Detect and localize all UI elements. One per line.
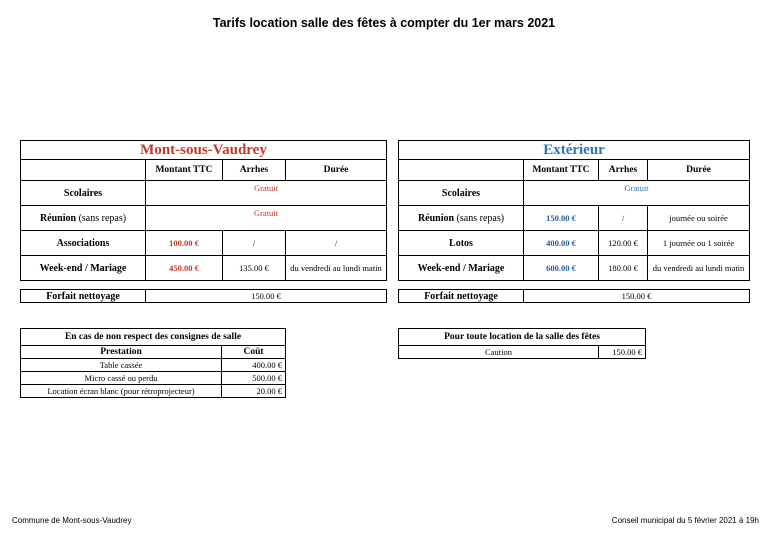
ext-weekend-duree: du vendredi au lundi matin — [648, 256, 750, 281]
penalty-cost: 400.00 € — [222, 359, 286, 372]
penalty-item: Location écran blanc (pour rétroprojecteur) — [21, 385, 222, 398]
local-forfait-label: Forfait nettoyage — [21, 290, 146, 303]
ext-row-label-weekend: Week-end / Mariage — [399, 256, 524, 281]
ext-forfait-label: Forfait nettoyage — [399, 290, 524, 303]
ext-weekend-montant: 600.00 € — [524, 256, 599, 281]
penalty-cost: 20.00 € — [222, 385, 286, 398]
ext-reunion-label-rest: (sans repas) — [456, 212, 505, 224]
footer-left: Commune de Mont-sous-Vaudrey — [12, 516, 132, 525]
local-tariff-table — [20, 140, 387, 281]
header-montant: Montant TTC — [146, 160, 223, 181]
ext-forfait-table — [398, 289, 750, 303]
ext-row-label-scolaires: Scolaires — [399, 181, 524, 206]
penalty-item: Table cassée — [21, 359, 222, 372]
ext-weekend-arrhes: 180.00 € — [599, 256, 648, 281]
page-title: Tarifs location salle des fêtes à compter du 1er mars 2021 — [212, 16, 556, 30]
header-duree: Durée — [286, 160, 387, 181]
ext-reunion-arrhes: / — [599, 206, 648, 231]
weekend-arrhes: 135.00 € — [223, 256, 286, 281]
penalties-title: En cas de non respect des consignes de salle — [21, 329, 286, 346]
row-label-weekend: Week-end / Mariage — [21, 256, 146, 281]
caution-title: Pour toute location de la salle des fêtes — [399, 329, 646, 346]
table-row — [21, 359, 286, 372]
associations-montant: 100.00 € — [146, 231, 223, 256]
ext-reunion-label-bold: Réunion — [417, 212, 455, 224]
reunion-value: Gratuit — [146, 206, 387, 231]
row-label-scolaires: Scolaires — [21, 181, 146, 206]
penalty-item: Micro cassé ou perdu — [21, 372, 222, 385]
local-forfait-value: 150.00 € — [146, 290, 387, 303]
weekend-montant: 450.00 € — [146, 256, 223, 281]
local-table-title: Mont-sous-Vaudrey — [21, 141, 387, 160]
local-forfait-table — [20, 289, 387, 303]
footer-right: Conseil municipal du 5 février 2021 à 19h — [611, 516, 759, 525]
caution-value: 150.00 € — [599, 346, 646, 359]
ext-reunion-montant: 150.00 € — [524, 206, 599, 231]
ext-lotos-arrhes: 120.00 € — [599, 231, 648, 256]
ext-header-montant: Montant TTC — [524, 160, 599, 181]
reunion-label-bold: Réunion — [39, 212, 77, 224]
associations-arrhes: / — [223, 231, 286, 256]
associations-duree: / — [286, 231, 387, 256]
reunion-label-rest: (sans repas) — [78, 212, 127, 224]
row-label-associations: Associations — [21, 231, 146, 256]
ext-header-duree: Durée — [648, 160, 750, 181]
ext-lotos-duree: 1 journée ou 1 soirée — [648, 231, 750, 256]
penalties-table — [20, 328, 286, 398]
row-label-reunion — [21, 206, 146, 231]
ext-scolaires-value: Gratuit — [524, 181, 750, 206]
ext-row-label-reunion — [399, 206, 524, 231]
ext-row-label-lotos: Lotos — [399, 231, 524, 256]
weekend-duree: du vendredi au lundi matin — [286, 256, 387, 281]
ext-forfait-value: 150.00 € — [524, 290, 750, 303]
ext-table-title: Extérieur — [399, 141, 750, 160]
header-arrhes: Arrhes — [223, 160, 286, 181]
ext-lotos-montant: 400.00 € — [524, 231, 599, 256]
penalty-cost: 500.00 € — [222, 372, 286, 385]
ext-reunion-duree: journée ou soirée — [648, 206, 750, 231]
penalties-col-cout: Coût — [222, 346, 286, 359]
table-row — [21, 372, 286, 385]
table-row — [21, 385, 286, 398]
ext-header-arrhes: Arrhes — [599, 160, 648, 181]
caution-table — [398, 328, 646, 359]
ext-tariff-table — [398, 140, 750, 281]
caution-label: Caution — [399, 346, 599, 359]
header-blank — [21, 160, 146, 181]
scolaires-value: Gratuit — [146, 181, 387, 206]
penalties-col-prestation: Prestation — [21, 346, 222, 359]
ext-header-blank — [399, 160, 524, 181]
